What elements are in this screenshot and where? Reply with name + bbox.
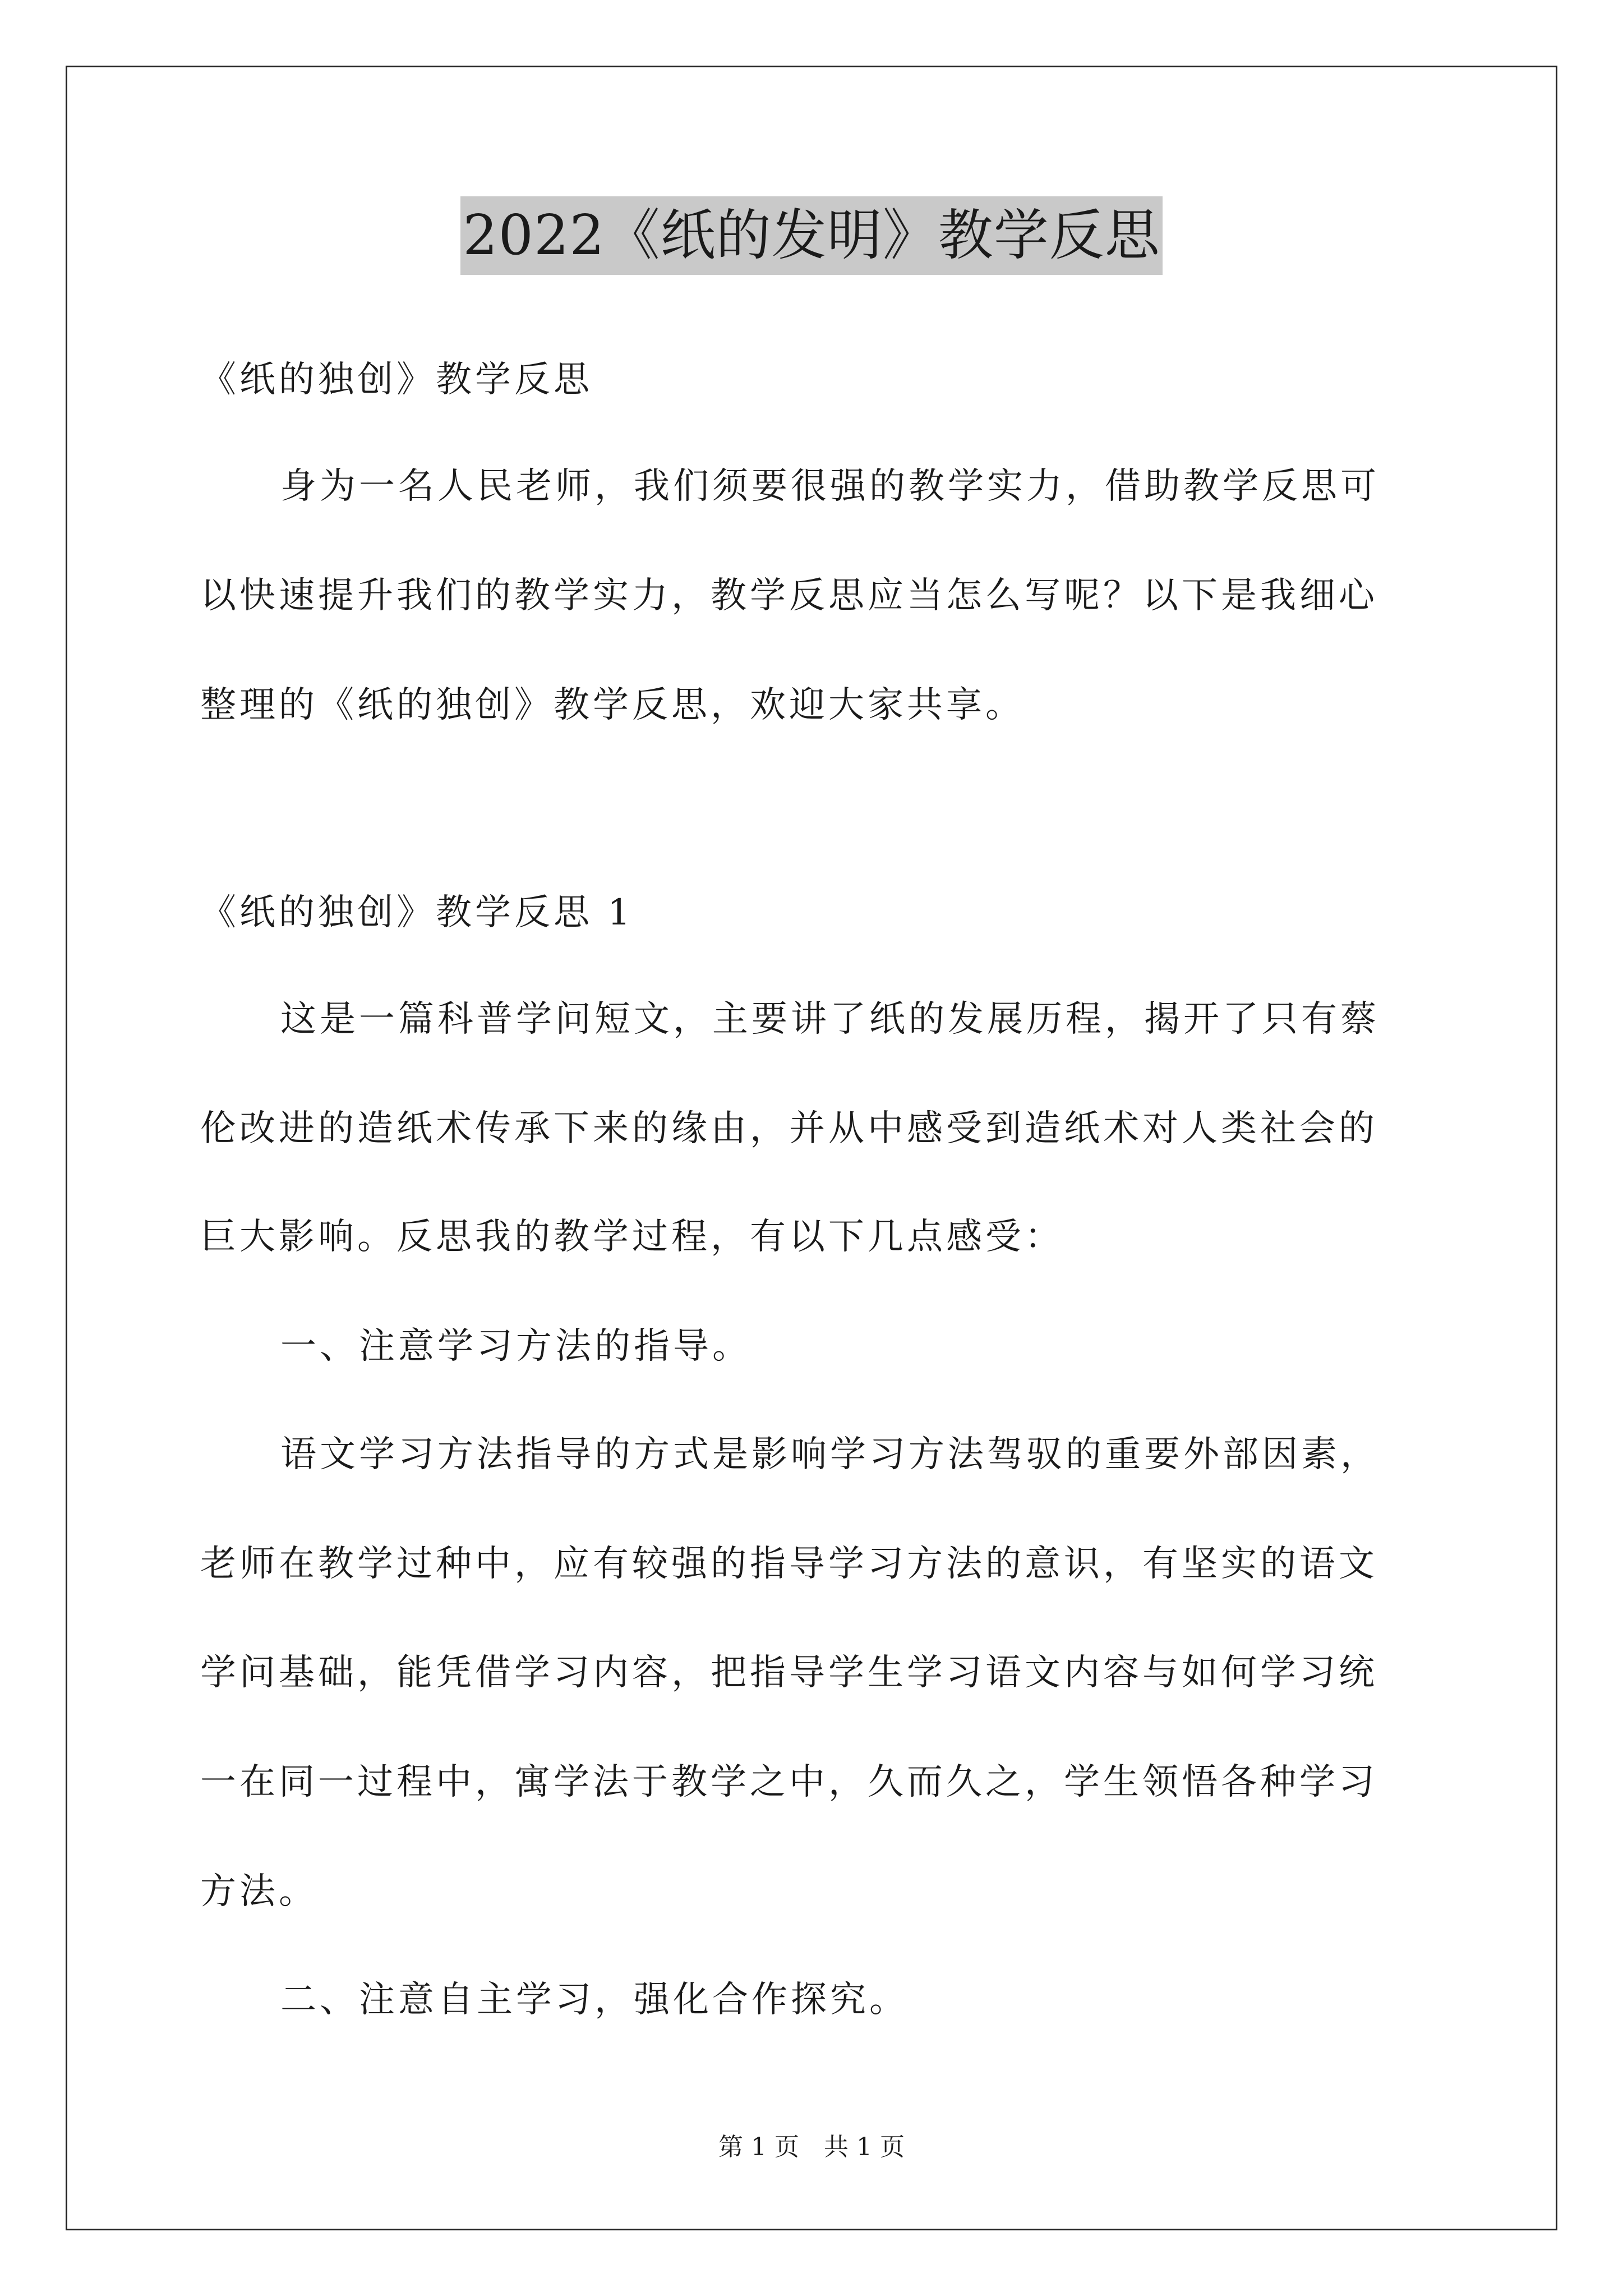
- paragraph-line: 整理的《纸的独创》教学反思，欢迎大家共享。: [200, 684, 1025, 726]
- paragraph-line: 一、注意学习方法的指导。: [280, 1326, 751, 1367]
- section-heading: 《纸的独创》教学反思 1: [200, 892, 634, 933]
- document-title: 2022《纸的发明》教学反思: [460, 196, 1162, 275]
- paragraph-line: 一在同一过程中，寓学法于教学之中，久而久之，学生领悟各种学习: [200, 1761, 1378, 1803]
- paragraph-line: 二、注意自主学习，强化合作探究。: [280, 1979, 909, 2021]
- section-heading: 《纸的独创》教学反思: [200, 359, 593, 401]
- paragraph-line: 巨大影响。反思我的教学过程，有以下几点感受：: [200, 1216, 1064, 1258]
- paragraph-line: 学问基础，能凭借学习内容，把指导学生学习语文内容与如何学习统: [200, 1652, 1378, 1694]
- paragraph-line: 以快速提升我们的教学实力，教学反思应当怎么写呢？以下是我细心: [200, 575, 1378, 616]
- paragraph-line: 伦改进的造纸术传承下来的缘由，并从中感受到造纸术对人类社会的: [200, 1108, 1378, 1149]
- title-container: [0, 196, 1623, 275]
- paragraph-line: 身为一名人民老师，我们须要很强的教学实力，借助教学反思可: [280, 466, 1380, 507]
- paragraph-line: 语文学习方法指导的方式是影响学习方法驾驭的重要外部因素，: [280, 1434, 1380, 1475]
- paragraph-line: 这是一篇科普学问短文，主要讲了纸的发展历程，揭开了只有蔡: [280, 999, 1380, 1040]
- paragraph-line: 老师在教学过种中，应有较强的指导学习方法的意识，有坚实的语文: [200, 1543, 1378, 1585]
- page-footer: [0, 2131, 1623, 2164]
- page-number: 第 1 页 共 1 页: [718, 2133, 905, 2161]
- paragraph-line: 方法。: [200, 1871, 318, 1912]
